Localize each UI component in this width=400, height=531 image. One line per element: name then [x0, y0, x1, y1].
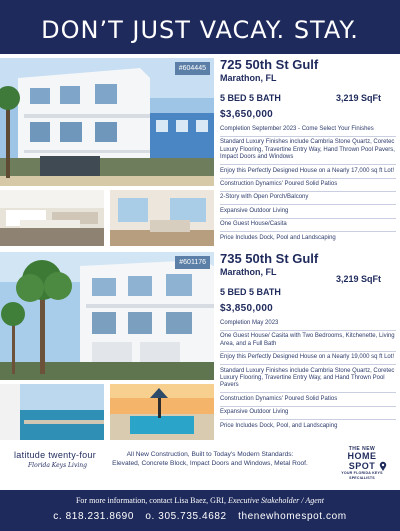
- feature-item: One Guest House/Casita: [220, 221, 396, 232]
- listing-2-info: [220, 252, 396, 435]
- kitchen-illustration: [0, 190, 104, 246]
- listing-city: Marathon, FL: [220, 73, 277, 83]
- header-banner: [0, 0, 400, 54]
- listing-1: [0, 58, 400, 246]
- contact-bar: [0, 490, 400, 531]
- listing-2-pool-photo[interactable]: [110, 384, 214, 440]
- feature-item: 2-Story with Open Porch/Balcony: [220, 194, 396, 205]
- listing-1-living-photo[interactable]: [110, 190, 214, 246]
- feature-item: Standard Luxury Finishes include Cambria Stone Quartz, Coretec Luxury Flooring, Travertine Entry Way, and Hand Thrown Pool Pavers: [220, 368, 396, 394]
- logo-home: HOME: [347, 451, 377, 461]
- latitude-logo-name: latitude twenty-four: [14, 450, 97, 460]
- square-footage: 3,219 SqFt: [336, 274, 382, 284]
- square-footage: 3,219 SqFt: [336, 93, 382, 103]
- listing-city: Marathon, FL: [220, 267, 277, 277]
- construction-standards: [102, 450, 318, 468]
- new-home-spot-logo: [334, 446, 390, 486]
- feature-item: Expansive Outdoor Living: [220, 409, 396, 420]
- listing-id-badge: #604445: [175, 62, 210, 75]
- feature-item: Standard Luxury Finishes include Cambria Stone Quartz, Coretec Luxury Flooring, Travertine Entry Way, Hand Thrown Pool Pavers, Impact Doors and Windows: [220, 139, 396, 165]
- house-exterior-illustration: [0, 58, 214, 186]
- cell-phone[interactable]: c. 818.231.8690: [53, 511, 134, 522]
- standards-line-1: All New Construction, Built to Today's Modern Standards:: [126, 451, 294, 458]
- feature-item: Completion May 2023: [220, 320, 396, 331]
- feature-item: Enjoy this Perfectly Designed House on a Nearly 19,000 sq ft Lot!: [220, 354, 396, 365]
- bed-bath-count: 5 BED 5 BATH: [220, 93, 281, 103]
- feature-item: Expansive Outdoor Living: [220, 208, 396, 219]
- contact-numbers: [0, 511, 400, 523]
- listing-1-info: [220, 58, 396, 247]
- feature-list: [220, 126, 396, 245]
- house-exterior-illustration: [0, 252, 214, 380]
- footer-band: [0, 444, 400, 488]
- listing-stats: [220, 274, 396, 298]
- latitude-logo: [14, 450, 98, 480]
- feature-item: One Guest House/ Casita with Two Bedrooms, Kitchenette, Living Area, and a Full Bath: [220, 333, 396, 351]
- feature-item: Construction Dynamics' Poured Solid Patios: [220, 396, 396, 407]
- headline: DON’T JUST VACAY. STAY.: [41, 16, 359, 44]
- contact-prefix: For more information, contact Lisa Baez, GRI,: [75, 496, 226, 505]
- living-room-illustration: [110, 190, 214, 246]
- pool-illustration: [110, 384, 214, 440]
- listing-2-main-photo[interactable]: [0, 252, 214, 380]
- feature-item: Completion September 2023 - Come Select Your Finishes: [220, 126, 396, 137]
- logo-the-new: THE NEW: [348, 446, 376, 452]
- listing-stats: [220, 92, 396, 104]
- standards-line-2: Elevated, Concrete Block, Impact Doors and Windows, Metal Roof.: [112, 460, 308, 467]
- office-phone[interactable]: o. 305.735.4682: [145, 511, 227, 522]
- contact-role: Executive Stakeholder / Agent: [227, 496, 324, 505]
- listing-1-main-photo[interactable]: [0, 58, 214, 186]
- listing-address: 735 50th St Gulf: [220, 251, 319, 266]
- logo-spot: SPOT: [348, 461, 376, 471]
- listing-2: [0, 252, 400, 440]
- listing-address: 725 50th St Gulf: [220, 57, 319, 72]
- listing-price: $3,650,000: [220, 109, 274, 120]
- waterfront-illustration: [0, 384, 104, 440]
- feature-list: [220, 320, 396, 433]
- listing-price: $3,850,000: [220, 303, 274, 314]
- contact-info: [0, 496, 400, 506]
- bed-bath-count: 5 BED 5 BATH: [220, 287, 281, 297]
- feature-item: Price Includes Dock, Pool, and Landscaping: [220, 422, 338, 429]
- feature-item: Price Includes Dock, Pool and Landscaping: [220, 234, 336, 241]
- listing-2-dock-photo[interactable]: [0, 384, 104, 440]
- logo-tagline: YOUR FLORIDA KEYS SPECIALISTS: [341, 471, 383, 480]
- listing-1-kitchen-photo[interactable]: [0, 190, 104, 246]
- listing-id-badge: #601176: [175, 256, 210, 269]
- website-link[interactable]: thenewhomespot.com: [238, 511, 347, 522]
- feature-item: Enjoy this Perfectly Designed House on a Nearly 17,000 sq ft Lot!: [220, 168, 396, 179]
- feature-item: Construction Dynamics' Poured Solid Patios: [220, 181, 396, 192]
- latitude-logo-tagline: Florida Keys Living: [28, 462, 87, 469]
